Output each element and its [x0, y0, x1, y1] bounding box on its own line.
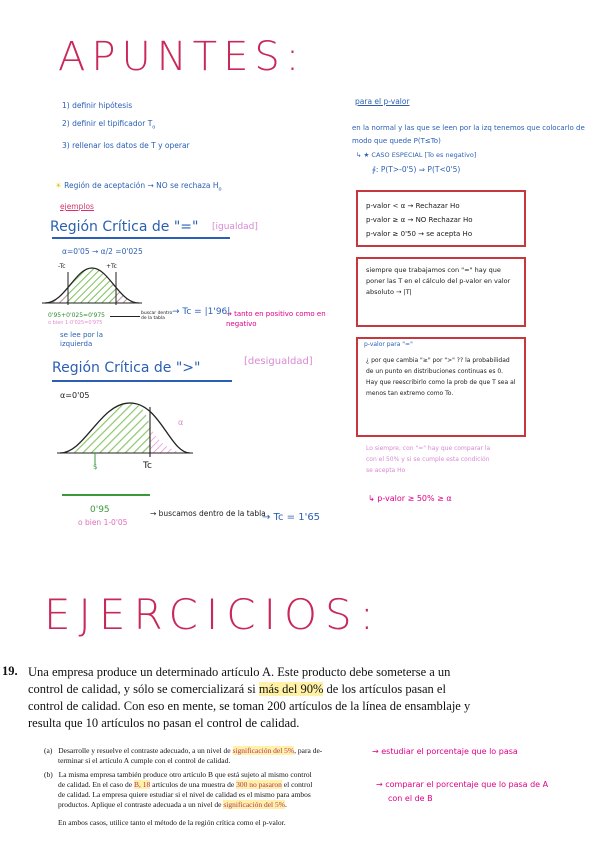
pvalue-intro: en la normal y las que se leen por la izq tenemos que colocarlo de modo que quede P(T≤To) [352, 124, 585, 145]
note-b-1: → comparar el porcentaje que lo pasa de A [376, 780, 549, 789]
note-b-2: con el de B [388, 794, 433, 803]
equal-box-title: p-valor para "=" [364, 341, 413, 348]
note-a: → estudiar el porcentaje que lo pasa [372, 747, 518, 756]
rule-box [356, 190, 526, 247]
minus-tc-label: -Tc [58, 263, 66, 270]
tc-eq: → Tc = |1'96| [172, 307, 231, 317]
crit-gt-title: Región Crítica de ">" [52, 360, 201, 376]
crit-eq-title: Región Crítica de "=" [50, 219, 199, 235]
notes-title: APUNTES: [58, 34, 306, 80]
part-a: (a) Desarrolle y resuelve el contraste adecuado, a un nivel de significación del 5%, para de- terminar si el artículo A cumple con el control de calidad. [44, 746, 323, 765]
crit-eq-tag: [igualdad] [212, 222, 258, 232]
alpha-gt: α=0'05 [60, 391, 90, 400]
exercise-number: 19. [2, 664, 18, 678]
special-case: ↳ ★ CASO ESPECIAL [To es negativo] [356, 151, 477, 159]
special-eq: ∮: P(T>-0'5) ⇒ P(T<0'5) [372, 165, 461, 174]
alpha-eq: α=0'05 → α/2 =0'025 [62, 247, 143, 256]
examples-label: ejemplos [60, 202, 94, 211]
pvalue-rule: ↳ p-valor ≥ 50% ≥ α [368, 494, 452, 503]
exercise-statement: Una empresa produce un determinado artículo A. Este producto debe someterse a un control de calidad, y sólo se comercializará si más del 90% de los artículos pasan el control de calidad. Con eso en mente, se toman 200 artículos de la línea de ensamblaje y resulta que 10 artículos no pasan el control de calidad. [28, 665, 471, 730]
underline [52, 237, 230, 239]
tiny-calc: 0'95+0'025=0'975 [48, 312, 105, 319]
plus-tc-label: +Tc [106, 263, 117, 270]
rule-1: p-valor < α → Rechazar Ho [366, 202, 460, 210]
arrow-line [110, 316, 140, 317]
sigma-mark: $ [93, 463, 98, 471]
tiny-calc-alt: o bien 1-0'025=0'975 [48, 320, 103, 326]
rule-3: p-valor ≥ 0'50 → se acepta Ho [366, 230, 473, 238]
part-b: (b) La misma empresa también produce otro artículo B que está sujeto al mismo control de calidad. En el caso de B, 18 artículos de una muestra de 300 no pasaron el control de calidad. La empresa quiere estudiar si el nivel de calidad es el mismo para ambos productos. Aplique el contraste adecuada a un nivel de significación del 5%. [44, 770, 313, 809]
both-methods: En ambos casos, utilice tanto el método de la región crítica como el p-valor. [58, 818, 286, 827]
bracket-line [62, 494, 150, 496]
conf-alt: o bien 1-0'05 [78, 518, 128, 527]
pvalue-header: para el p-valor [355, 97, 410, 106]
search-table-note: buscar dentro de la tabla [141, 311, 173, 321]
two-tail-curve [40, 258, 145, 314]
crit-gt-tag: [desigualdad] [244, 356, 313, 367]
equal-box-text: ¿ por que cambia "≥" por ">" ?? la probabilidad de un punto en distribuciones continuas es 0. Hay que reescribirlo como la prob de que T sea al menos tan extremo como To. [366, 357, 516, 397]
step-1: 1) definir hipótesis [62, 101, 133, 110]
step-2: 2) definir el tipificador $T_o$ [62, 119, 156, 131]
acceptance-line: ☀ Región de aceptación → NO se rechaza $H_o$ [55, 181, 222, 193]
steps-list [62, 97, 190, 155]
tc-gt: → Tc = 1'65 [262, 512, 321, 523]
tc-note: → tanto en positivo como en negativo [226, 310, 326, 328]
lightbulb-icon: ☀ [55, 181, 62, 190]
search-table-2: → buscamos dentro de la tabla [150, 509, 266, 518]
equal-box [356, 337, 526, 437]
tc-label: Tc [143, 461, 152, 471]
underline-2 [52, 380, 232, 382]
one-tail-curve [55, 395, 195, 477]
abs-text: siempre que trabajamos con "=" hay que poner las T en el cálculo del p-valor en valor absoluto → |T| [366, 266, 511, 296]
step-3: 3) rellenar los datos de T y operar [62, 140, 190, 150]
exercises-title: EJERCICIOS: [44, 590, 382, 639]
pink-note: Lo siempre, con "=" hay que comparar la con el 50% y si se cumple esta condición se acepta Ho [366, 445, 491, 474]
abs-box [356, 257, 526, 327]
conf-value: 0'95 [90, 505, 110, 515]
rule-2: p-valor ≥ α → NO Rechazar Ho [366, 216, 473, 224]
alpha-label: α [178, 418, 184, 427]
left-read: se lee por la izquierda [60, 331, 104, 348]
